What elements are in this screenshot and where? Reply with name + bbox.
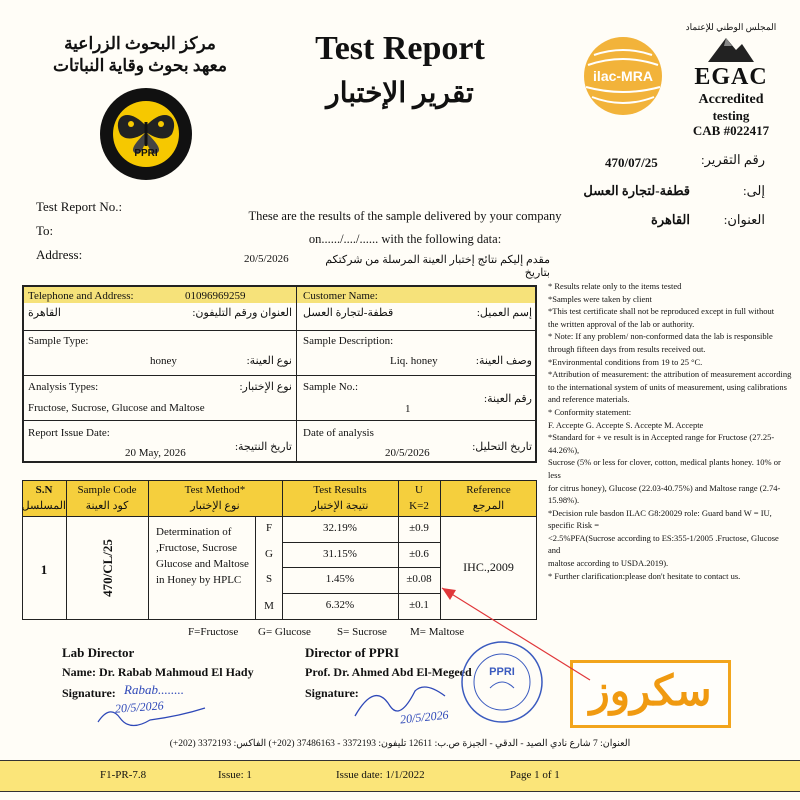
sample-type-ar: نوع العينة: xyxy=(246,355,292,367)
tel-label: Telephone and Address: xyxy=(28,290,134,302)
form-code: F1-PR-7.8 xyxy=(100,769,147,781)
note-line: for citrus honey), Glucose (22.03-40.75%) and Maltose range (2.74-15.98%). xyxy=(548,482,781,506)
header-method: Test Method* xyxy=(184,484,246,496)
result-value: 1.45% xyxy=(325,573,355,585)
method-description: Determination of ,Fructose, Sucrose Glucose and Maltose in Honey by HPLC xyxy=(156,526,249,586)
customer-label: Customer Name: xyxy=(303,290,378,302)
row-letter: S xyxy=(265,573,273,585)
customer-ar-label: إسم العميل: xyxy=(476,307,532,319)
cab-number: CAB #022417 xyxy=(692,123,770,138)
testing-text: testing xyxy=(712,108,750,123)
header-sn-ar: المسلسل xyxy=(21,500,66,512)
row-letter: F xyxy=(265,522,273,534)
notes-block xyxy=(548,280,793,582)
issue-date-ar: تاريخ النتيجة: xyxy=(234,441,292,453)
page-number: Page 1 of 1 xyxy=(510,769,560,781)
intro-ar: مقدم إليكم نتائج إختبار العينة المرسلة من شركتكم بتاريخ xyxy=(325,254,550,279)
info-row-line xyxy=(22,375,537,376)
reference-value: IHC.,2009 xyxy=(463,560,514,574)
result-value: 6.32% xyxy=(325,599,355,611)
legend-sucrose: S= Sucrose xyxy=(337,626,387,638)
row-line xyxy=(22,516,537,517)
customer-value: قطفة-لتجارة العسل xyxy=(303,307,394,319)
uncertainty-value: ±0.9 xyxy=(409,522,429,534)
address-ar-label: العنوان: xyxy=(723,212,765,227)
sn-value: 1 xyxy=(40,562,48,577)
ilac-mra-logo xyxy=(582,35,664,117)
tel-city: القاهرة xyxy=(28,307,61,319)
accredited-text: Accredited xyxy=(698,92,764,107)
tel-ar-label: العنوان ورقم التليفون: xyxy=(192,307,292,319)
header-sn: S.N xyxy=(35,484,53,496)
sample-type-value: honey xyxy=(150,355,177,367)
sample-no-label: Sample No.: xyxy=(303,381,358,393)
stamp-text: PPRI xyxy=(489,666,515,678)
report-labels xyxy=(36,195,122,267)
lab-signature-label: Signature: xyxy=(62,686,116,700)
egac-text: EGAC xyxy=(694,64,768,90)
header-ref-ar: المرجع xyxy=(472,500,505,512)
header-code: Sample Code xyxy=(77,484,137,496)
egac-ar-text: المجلس الوطني للإعتماد xyxy=(685,22,777,32)
lab-director-title: Lab Director xyxy=(62,645,135,660)
issue-date: Issue date: 1/1/2022 xyxy=(336,769,425,781)
note-line: <2.5%PFA(Sucrose according to ES:355-1/2005 .Fructose, Glucose and xyxy=(548,532,779,556)
header-method-ar: نوع الإختبار xyxy=(190,500,240,512)
note-line: F. Accepte G. Accepte S. Accepte M. Accepte xyxy=(548,419,704,430)
legend-maltose: M= Maltose xyxy=(410,626,465,638)
sample-code-value: 470/CL/25 xyxy=(100,539,115,597)
legend-glucose: G= Glucose xyxy=(258,626,311,638)
sucrose-highlight-stamp: سكروز xyxy=(570,660,731,728)
row-letter: G xyxy=(265,548,273,560)
row-line xyxy=(282,542,440,543)
director-signature-label: Signature: xyxy=(305,686,359,700)
note-line: *Standard for + ve result is in Accepted range for Fructose (27.25-44.26%), xyxy=(548,432,775,455)
page-title-ar: تقرير الإختبار xyxy=(326,78,474,109)
egac-pyramids-icon xyxy=(706,34,756,64)
director-name: Prof. Dr. Ahmed Abd El-Megeed xyxy=(305,665,472,679)
header-ref: Reference xyxy=(466,484,511,496)
report-no-value: 470/07/25 xyxy=(605,155,658,170)
org-name-ar-2: معهد بحوث وقاية النباتات xyxy=(53,56,227,75)
ppri-logo-text: PPRI xyxy=(134,148,158,159)
report-no-label: Test Report No.: xyxy=(36,199,123,214)
issue-number: Issue: 1 xyxy=(218,769,252,781)
note-line: * Further clarification:please don't hesitate to contact us. xyxy=(548,570,741,581)
sample-desc-label: Sample Description: xyxy=(303,335,394,347)
uncertainty-value: ±0.6 xyxy=(409,548,429,560)
sample-no-ar: رقم العينة: xyxy=(484,393,532,405)
arrow-icon xyxy=(420,570,600,690)
note-line: * Conformity statement: xyxy=(548,406,632,417)
note-line: *Attribution of measurement: the attribution of measurement according xyxy=(548,369,792,380)
to-label: To: xyxy=(36,223,54,238)
header-k: K=2 xyxy=(409,500,429,512)
row-letter: M xyxy=(264,600,274,612)
uncertainty-value: ±0.08 xyxy=(406,573,432,585)
page-title: Test Report xyxy=(315,30,485,67)
intro-line-2: on....../..../...... with the following data: xyxy=(308,232,502,246)
note-line: Sucrose (5% or less for clover, cotton, medical plants honey. 10% or less xyxy=(548,457,781,480)
analysis-label: Analysis Types: xyxy=(28,381,99,393)
intro-line-1: These are the results of the sample delivered by your company xyxy=(248,209,562,223)
note-line: and reference materials. xyxy=(548,394,630,405)
director-title: Director of PPRI xyxy=(305,645,400,660)
sample-no-value: 1 xyxy=(405,403,411,415)
note-line: *Environmental conditions from 19 to 25 °C. xyxy=(548,356,703,367)
lab-signature-date: 20/5/2026 xyxy=(114,698,165,716)
header-result-ar: نتيجة الإختبار xyxy=(311,500,369,512)
to-ar-label: إلى: xyxy=(742,183,765,198)
sample-type-label: Sample Type: xyxy=(28,335,89,347)
note-line: *This test certificate shall not be reproduced except in full without xyxy=(548,306,775,317)
egac-logo xyxy=(672,22,790,140)
sample-desc-ar: وصف العينة: xyxy=(475,355,532,367)
ilac-text: ilac-MRA xyxy=(593,68,653,84)
note-line: *Samples were taken by client xyxy=(548,293,652,304)
note-line: to the international system of units of measurement, using calibrations xyxy=(548,381,787,392)
header-u: U xyxy=(415,484,423,496)
result-value: 32.19% xyxy=(323,522,357,534)
row-line xyxy=(282,567,440,568)
org-name-ar-1: مركز البحوث الزراعية xyxy=(64,34,216,53)
lab-signature: Rabab........ xyxy=(124,682,184,697)
footer-bar xyxy=(0,760,800,792)
issue-date-value: 20 May, 2026 xyxy=(125,447,186,459)
analysis-ar: نوع الإختبار: xyxy=(239,381,292,393)
result-value: 31.15% xyxy=(323,548,357,560)
row-line xyxy=(282,593,440,594)
analysis-date-value: 20/5/2026 xyxy=(385,447,430,459)
info-row-line xyxy=(22,420,537,421)
report-no-ar-label: رقم التقرير: xyxy=(700,152,765,167)
analysis-date-label: Date of analysis xyxy=(303,427,374,439)
analysis-value: Fructose, Sucrose, Glucose and Maltose xyxy=(28,402,205,414)
note-line: * Note: If any problem/ non-conformed data the lab is responsible xyxy=(548,331,773,342)
intro-date: 20/5/2026 xyxy=(244,253,289,265)
address-label: Address: xyxy=(36,247,83,262)
institute-address: العنوان: 7 شارع نادي الصيد - الدقي - الجيزة ص.ب: 12611 تليفون: 3372193 - 37486163 (202+) الفاكس: 3372193 (202+) xyxy=(169,739,631,749)
note-line: *Decision rule basdon ILAC G8:20029 role: Guard band W = IU, specific Risk = xyxy=(548,507,772,531)
ppri-moth-icon xyxy=(98,86,194,182)
address-value: القاهرة xyxy=(651,212,690,227)
uncertainty-value: ±0.1 xyxy=(409,599,429,611)
analysis-date-ar: تاريخ التحليل: xyxy=(472,441,532,453)
director-signature-date: 20/5/2026 xyxy=(399,707,450,727)
header-result: Test Results xyxy=(313,484,367,496)
info-divider xyxy=(296,285,297,463)
tel-value: 01096969259 xyxy=(185,290,246,302)
ppri-logo xyxy=(98,86,194,182)
lab-signature-scribble xyxy=(90,698,210,728)
note-line: * Results relate only to the items tested xyxy=(548,281,682,291)
note-line: maltose according to USDA.2019). xyxy=(548,558,669,569)
to-value: قطفة-لتجارة العسل xyxy=(583,183,690,198)
header-code-ar: كود العينة xyxy=(85,500,129,512)
note-line: the written approval of the lab or authority. xyxy=(548,318,695,329)
note-line: through fifteen days from results received out. xyxy=(548,343,706,354)
sample-desc-value: Liq. honey xyxy=(390,355,438,367)
info-row-line xyxy=(22,330,537,331)
lab-director-name: Name: Dr. Rabab Mahmoud El Hady xyxy=(62,665,254,679)
legend-fructose: F=Fructose xyxy=(188,626,239,638)
issue-date-label: Report Issue Date: xyxy=(28,427,110,439)
